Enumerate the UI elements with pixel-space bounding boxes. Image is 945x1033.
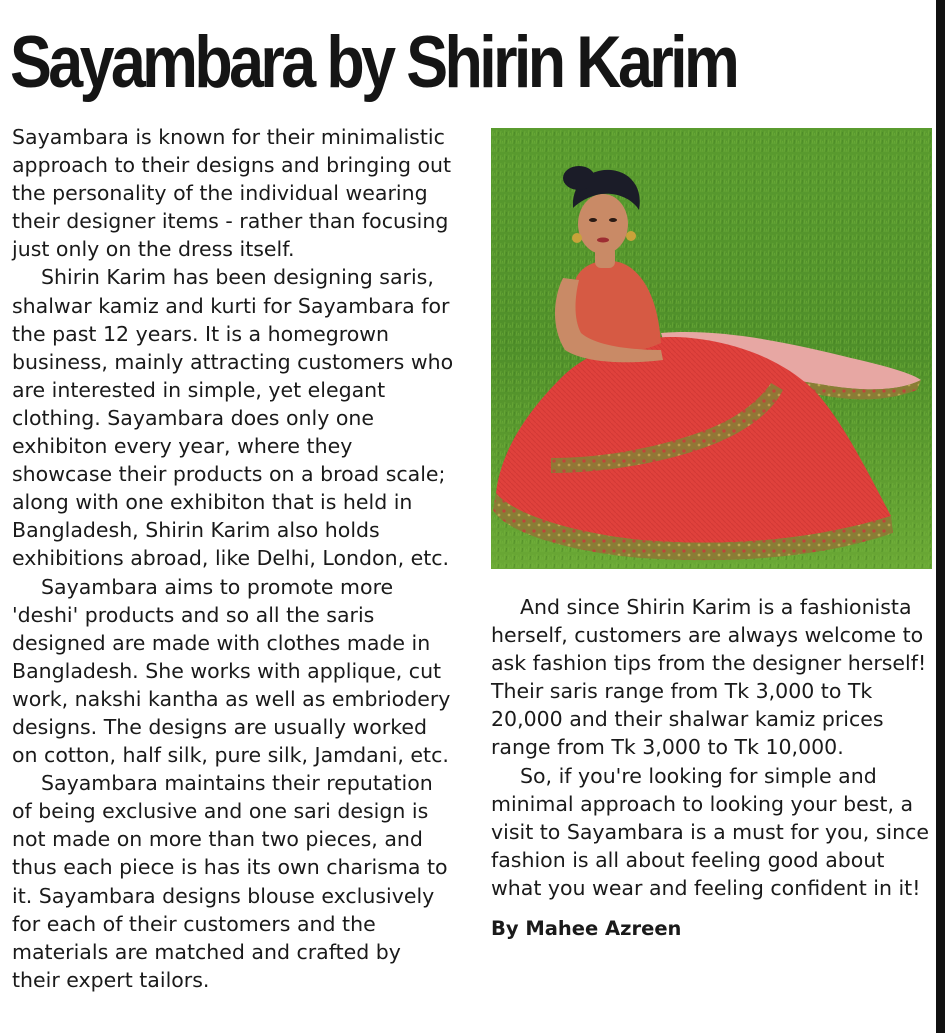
fashion-photo [491, 128, 932, 569]
byline: By Mahee Azreen [491, 917, 682, 940]
model-face [578, 194, 628, 254]
headline: Sayambara by Shirin Karim [10, 22, 737, 103]
paragraph: Sayambara maintains their reputation of being exclusive and one sari design is not made on more than two pieces, and thus each piece is has its own charisma to it. Sayambara designs blouse exclusively for each of their customers and the materials are matched and crafted by their expert tailors. [12, 771, 448, 992]
paragraph: Sayambara is known for their minimalistic approach to their designs and bringing out the personality of the individual wearing their designer items - rather than focusing just only on the dress itself. [12, 125, 452, 262]
model-earring [572, 233, 582, 243]
page-edge-rule [936, 0, 945, 1033]
model-hair-bun [563, 166, 595, 190]
paragraph: So, if you're looking for simple and minimal approach to looking your best, a visit to Sayambara is a must for you, since fashion is all about feeling good about what you wear and feeling confident in it! [491, 763, 929, 900]
paragraph: Sayambara aims to promote more 'deshi' products and so all the saris designed are made with clothes made in Bangladesh. She works with applique, cut work, nakshi kantha as well as embriodery designs. The designs are usually worked on cotton, half silk, pure silk, Jamdani, etc. [12, 574, 451, 768]
paragraph: Shirin Karim has been designing saris, shalwar kamiz and kurti for Sayambara for the past 12 years. It is a homegrown business, mainly attracting customers who are interested in simple, yet elegant clothing. Sayambara does only one exhibiton every year, where they showcase their products on a broad scale; along with one exhibiton that is held in Bangladesh, Shirin Karim also holds exhibitions abroad, like Delhi, London, etc. [12, 265, 454, 571]
right-column [491, 593, 935, 902]
model-earring [626, 231, 636, 241]
left-column [12, 123, 454, 994]
paragraph: And since Shirin Karim is a fashionista herself, customers are always welcome to ask fashion tips from the designer herself! Their saris range from Tk 3,000 to Tk 20,000 and their shalwar kamiz prices range from Tk 3,000 to Tk 10,000. [491, 595, 927, 760]
